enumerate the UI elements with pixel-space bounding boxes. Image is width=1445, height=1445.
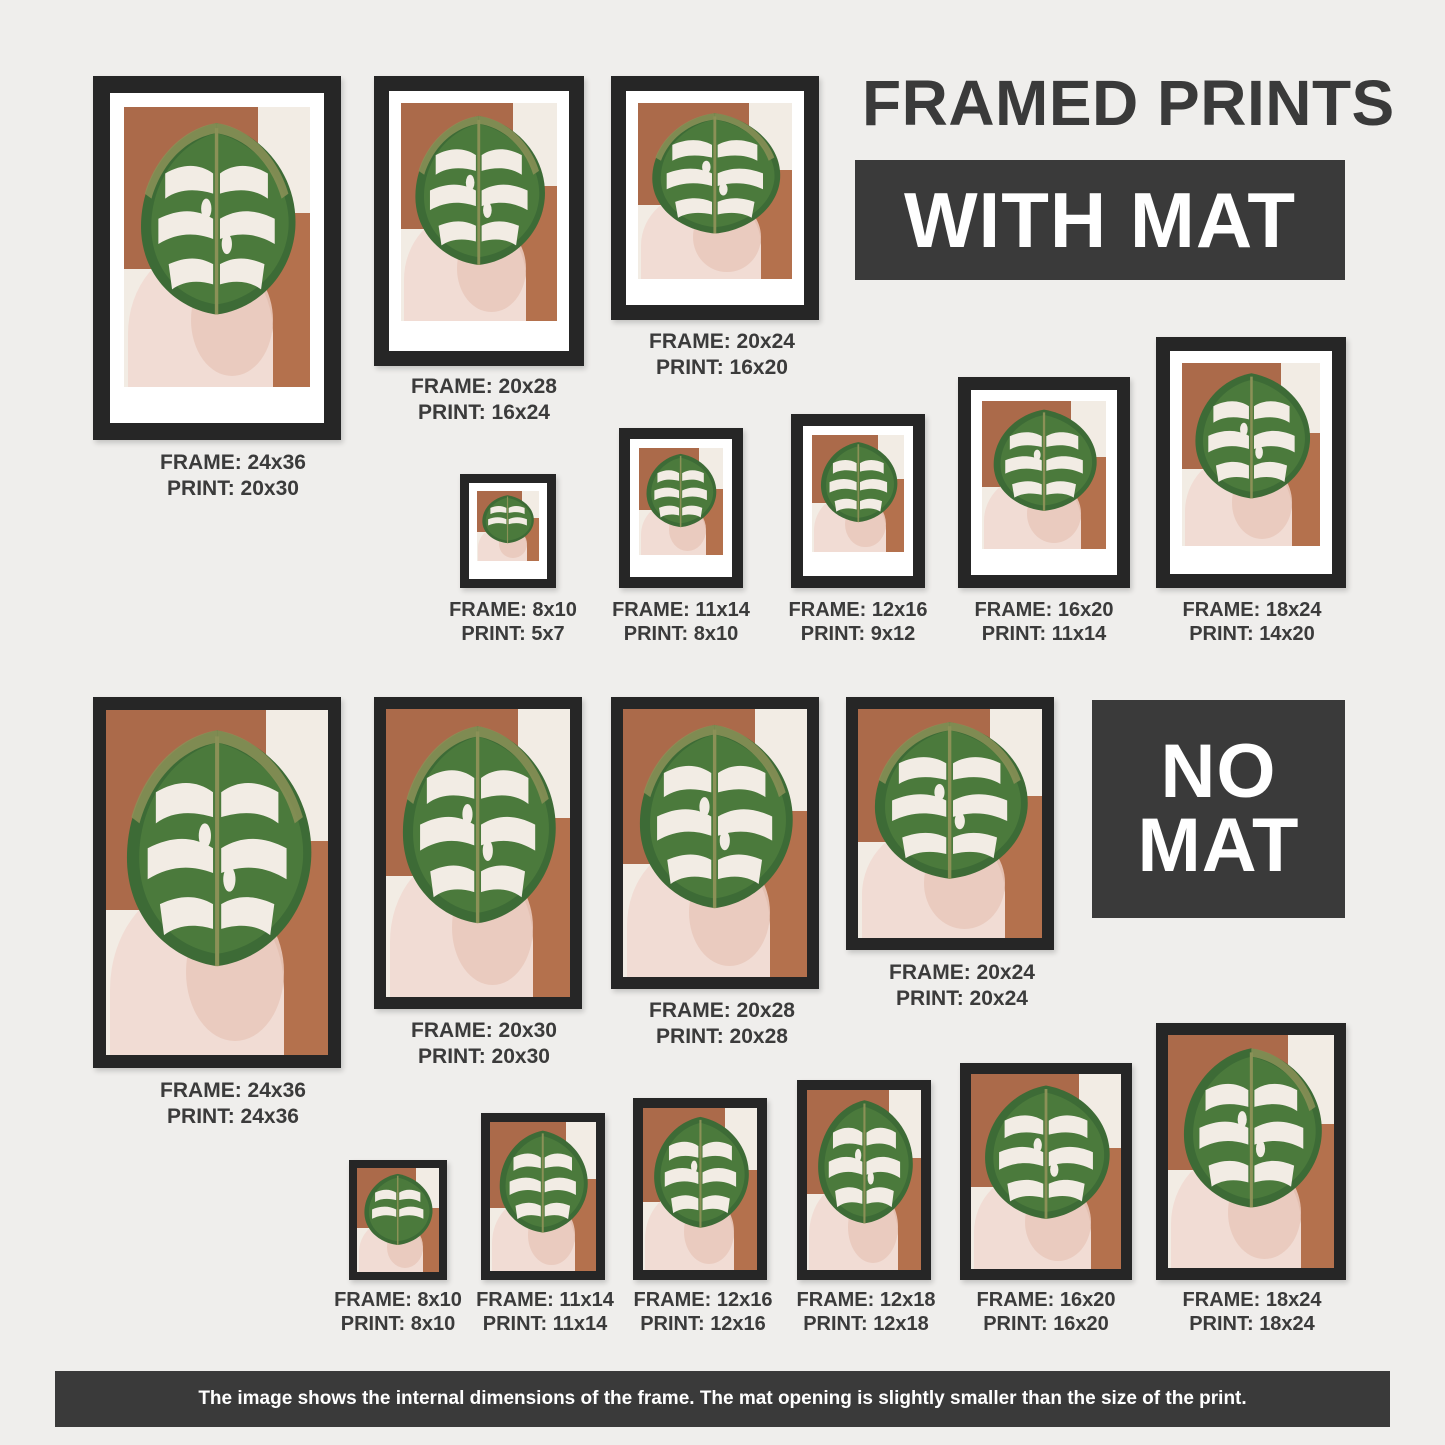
artwork: [1182, 363, 1320, 546]
print-size-label: PRINT: 11x14: [482, 1313, 608, 1336]
artwork: [124, 107, 310, 387]
monstera-leaf-icon: [131, 118, 302, 320]
caption-nm-12x18: [797, 1288, 936, 1337]
frame-border: [619, 428, 743, 588]
frame-border: [460, 474, 556, 588]
frame-size-label: FRAME: 12x16: [788, 599, 928, 621]
frame-border: [958, 377, 1130, 588]
monstera-leaf-icon: [1175, 1044, 1328, 1212]
frame-border: [1156, 1023, 1346, 1280]
mat-board: [626, 91, 804, 305]
no-mat-banner: [1092, 700, 1345, 918]
with-mat-banner: [855, 160, 1345, 280]
print-size-label: PRINT: 11x14: [981, 623, 1107, 646]
monstera-leaf-icon: [812, 1097, 917, 1227]
artwork: [638, 103, 792, 279]
monstera-leaf-icon: [393, 721, 562, 928]
mat-board: [971, 390, 1117, 575]
print-size-label: PRINT: 16x20: [656, 355, 788, 379]
caption-nm-24x36: [160, 1078, 306, 1129]
mat-board: [803, 426, 913, 576]
frame-size-label: FRAME: 20x28: [649, 999, 795, 1022]
monstera-leaf-icon: [642, 452, 719, 529]
monstera-leaf-icon: [407, 112, 551, 269]
frame-size-label: FRAME: 20x24: [649, 330, 795, 353]
frame-border: [349, 1160, 447, 1280]
frame-border: [960, 1063, 1132, 1280]
mat-board: [389, 91, 569, 351]
page-title: FRAMED PRINTS: [862, 67, 1395, 139]
monstera-leaf-icon: [816, 440, 901, 524]
print-size-label: PRINT: 18x24: [1189, 1313, 1315, 1336]
frame-size-label: FRAME: 16x20: [976, 1289, 1116, 1311]
monstera-leaf-icon: [648, 1114, 753, 1231]
caption-nm-11x14: [476, 1288, 614, 1337]
artwork: [643, 1108, 757, 1270]
caption-wm-24x36: [160, 450, 306, 501]
mat-board: [1170, 351, 1332, 574]
caption-nm-20x24: [889, 960, 1035, 1011]
print-size-label: PRINT: 12x16: [640, 1313, 766, 1336]
with-mat-banner-label: WITH MAT: [903, 175, 1297, 264]
caption-wm-20x28: [411, 374, 557, 425]
frame-size-label: FRAME: 12x16: [633, 1289, 773, 1311]
frame-border: [791, 414, 925, 588]
frame-size-label: FRAME: 18x24: [1182, 599, 1322, 621]
monstera-leaf-icon: [977, 1082, 1115, 1222]
artwork: [807, 1090, 921, 1270]
print-size-label: PRINT: 20x28: [656, 1024, 788, 1048]
mat-board: [110, 93, 324, 423]
artwork: [357, 1168, 439, 1272]
footer-note-text: The image shows the internal dimensions of the frame. The mat opening is slightly smaller than the size of the print.: [198, 1388, 1247, 1409]
caption-nm-18x24: [1183, 1288, 1322, 1337]
footer-note: [55, 1371, 1390, 1427]
print-size-label: PRINT: 16x24: [418, 400, 550, 424]
artwork: [106, 710, 328, 1055]
print-size-label: PRINT: 20x30: [418, 1044, 550, 1068]
frame-size-label: FRAME: 24x36: [160, 451, 306, 474]
frame-size-label: FRAME: 8x10: [334, 1289, 462, 1311]
artwork: [386, 709, 570, 997]
frame-size-label: FRAME: 20x30: [411, 1019, 557, 1042]
caption-wm-18x24: [1183, 598, 1322, 647]
monstera-leaf-icon: [494, 1128, 592, 1235]
monstera-leaf-icon: [115, 724, 319, 972]
frame-size-label: FRAME: 20x24: [889, 961, 1035, 984]
frame-border: [846, 697, 1054, 950]
print-size-label: PRINT: 20x24: [896, 986, 1028, 1010]
artwork: [623, 709, 807, 977]
frame-size-label: FRAME: 8x10: [449, 599, 577, 621]
artwork: [982, 401, 1106, 549]
caption-wm-16x20: [975, 598, 1114, 647]
frame-size-label: FRAME: 11x14: [476, 1289, 614, 1311]
frame-border: [481, 1113, 605, 1280]
mat-board: [630, 439, 732, 577]
no-mat-banner-line1: NO: [1160, 728, 1277, 814]
frame-size-label: FRAME: 16x20: [974, 599, 1114, 621]
frame-border: [374, 76, 584, 366]
artwork: [401, 103, 557, 321]
monstera-leaf-icon: [865, 718, 1034, 883]
monstera-leaf-icon: [479, 494, 536, 544]
frame-border: [374, 697, 582, 1009]
monstera-leaf-icon: [360, 1172, 435, 1247]
monstera-leaf-icon: [1188, 370, 1315, 502]
caption-wm-12x16: [789, 598, 928, 647]
artwork: [477, 491, 539, 561]
monstera-leaf-icon: [630, 720, 799, 913]
no-mat-banner-line2: MAT: [1137, 803, 1300, 888]
print-size-label: PRINT: 14x20: [1189, 623, 1315, 646]
frame-size-label: FRAME: 20x28: [411, 375, 557, 398]
artwork: [971, 1074, 1121, 1269]
frame-border: [93, 76, 341, 440]
caption-nm-20x28: [649, 998, 795, 1049]
caption-wm-8x10: [449, 598, 577, 647]
frame-border: [611, 697, 819, 989]
caption-nm-12x16: [634, 1288, 773, 1337]
print-size-label: PRINT: 9x12: [800, 623, 916, 646]
frame-border: [1156, 337, 1346, 588]
frame-border: [611, 76, 819, 320]
artwork: [858, 709, 1042, 938]
artwork: [639, 448, 723, 555]
frame-border: [93, 697, 341, 1068]
artwork: [1168, 1035, 1334, 1268]
frame-border: [633, 1098, 767, 1280]
caption-nm-16x20: [977, 1288, 1116, 1337]
print-size-label: PRINT: 12x18: [803, 1313, 929, 1336]
caption-wm-20x24: [649, 329, 795, 380]
caption-wm-11x14: [612, 598, 750, 647]
monstera-leaf-icon: [644, 110, 786, 237]
caption-nm-20x30: [411, 1018, 557, 1069]
print-size-label: PRINT: 24x36: [167, 1104, 299, 1128]
frame-size-label: FRAME: 12x18: [796, 1289, 936, 1311]
monstera-leaf-icon: [987, 407, 1101, 514]
frame-size-label: FRAME: 11x14: [612, 599, 750, 621]
mat-board: [469, 483, 547, 579]
print-size-label: PRINT: 8x10: [623, 623, 739, 646]
print-size-label: PRINT: 8x10: [340, 1313, 456, 1336]
print-size-label: PRINT: 5x7: [461, 623, 565, 646]
artwork: [812, 435, 904, 552]
frame-size-label: FRAME: 18x24: [1182, 1289, 1322, 1311]
print-size-label: PRINT: 20x30: [167, 476, 299, 500]
artwork: [490, 1122, 596, 1271]
frame-border: [797, 1080, 931, 1280]
frame-size-label: FRAME: 24x36: [160, 1079, 306, 1102]
print-size-label: PRINT: 16x20: [983, 1313, 1109, 1336]
caption-nm-8x10: [334, 1288, 462, 1337]
